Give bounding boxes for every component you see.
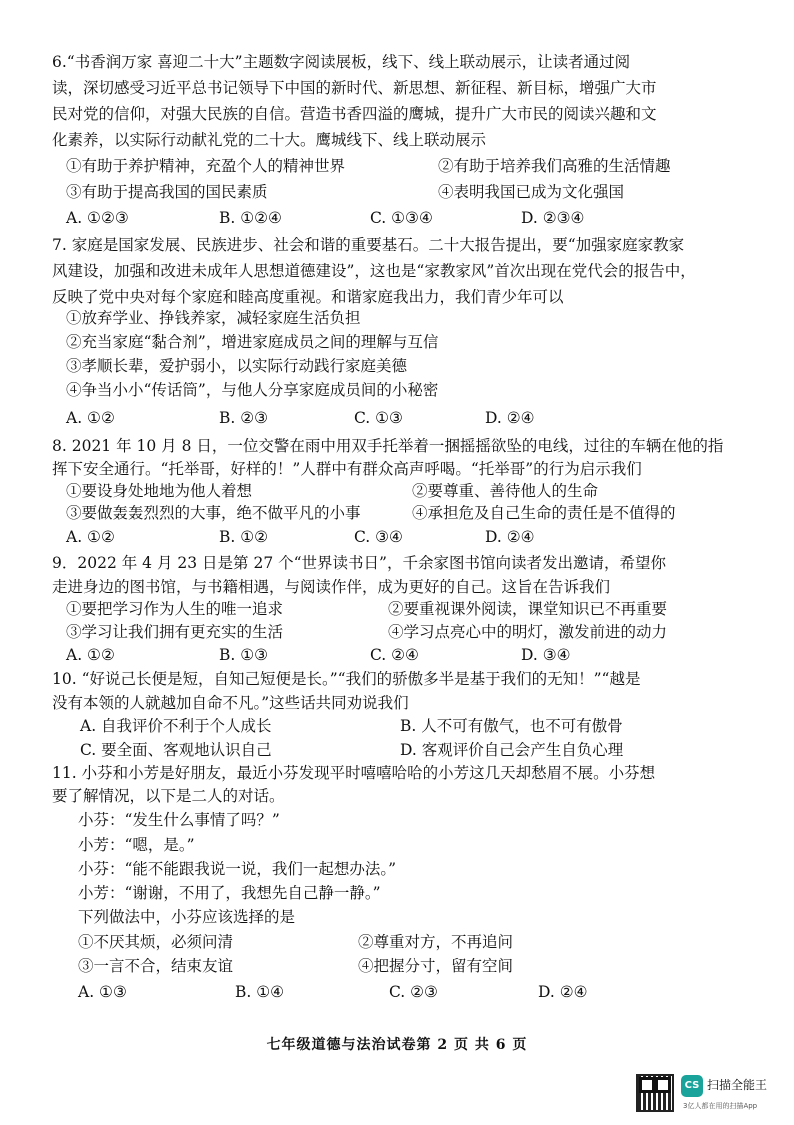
q6-stem-line-1: 6.“书香润万家 喜迎二十大”主题数字阅读展板，线下、线上联动展示，让读者通过阅 <box>52 53 631 71</box>
q10-choice-c: C. 要全面、客观地认识自己 <box>80 741 272 759</box>
q9-item-2: ②要重视课外阅读，课堂知识已不再重要 <box>388 600 668 618</box>
q7-stem-line-2: 风建设，加强和改进未成年人思想道德建设”，这也是“家教家风”首次出现在党代会的报告中， <box>52 262 696 280</box>
q8-choice-b: B. ①② <box>219 528 269 546</box>
q8-item-1: ①要设身处地地为他人着想 <box>66 482 253 500</box>
q9-stem-line-1: 9．2022 年 4 月 23 日是第 27 个“世界读书日”，千余家图书馆向读者发出邀请，希望你 <box>52 554 666 572</box>
q11-item-4: ④把握分寸，留有空间 <box>358 957 514 975</box>
q8-choice-a: A. ①② <box>66 528 115 546</box>
q10-stem-line-2: 没有本领的人就越加自命不凡。”这些话共同劝说我们 <box>52 694 409 712</box>
q11-prompt: 下列做法中，小芬应该选择的是 <box>78 908 296 926</box>
q11-choice-b: B. ①④ <box>235 983 285 1001</box>
q7-item-3: ③孝顺长辈，爱护弱小，以实际行动践行家庭美德 <box>66 357 408 375</box>
q11-choice-a: A. ①③ <box>78 983 127 1001</box>
q7-choice-b: B. ②③ <box>219 409 269 427</box>
q9-choice-c: C. ②④ <box>370 646 419 664</box>
q10-choice-a: A. 自我评价不利于个人成长 <box>80 717 272 735</box>
q10-stem-line-1: 10. “好说己长便是短，自知己短便是长。”“我们的骄傲多半是基于我们的无知！”“越是 <box>52 670 641 688</box>
q9-item-4: ④学习点亮心中的明灯，激发前进的动力 <box>388 623 668 641</box>
q11-dialogue-4: 小芳：“谢谢，不用了，我想先自己静一静。” <box>78 884 381 902</box>
q6-stem-line-3: 民对党的信仰，对强大民族的自信。营造书香四溢的鹰城，提升广大市民的阅读兴趣和文 <box>52 105 657 123</box>
q11-item-1: ①不厌其烦，必须问清 <box>78 933 234 951</box>
q7-item-1: ①放弃学业、挣钱养家，减轻家庭生活负担 <box>66 309 361 327</box>
q9-choice-d: D. ③④ <box>521 646 571 664</box>
q7-choice-a: A. ①② <box>66 409 115 427</box>
q9-item-1: ①要把学习作为人生的唯一追求 <box>66 600 284 618</box>
q11-stem-line-2: 要了解情况，以下是二人的对话。 <box>52 787 285 805</box>
q6-stem-line-2: 读，深切感受习近平总书记领导下中国的新时代、新思想、新征程、新目标，增强广大市 <box>52 79 657 97</box>
scanner-subtitle: 3亿人都在用的扫描App <box>683 1102 758 1110</box>
q7-stem-line-1: 7. 家庭是国家发展、民族进步、社会和谐的重要基石。二十大报告提出，要“加强家庭家教家 <box>52 236 685 254</box>
q8-stem-line-1: 8. 2021 年 10 月 8 日，一位交警在雨中用双手托举着一捆摇摇欲坠的电线，过往的车辆在他的指 <box>52 437 724 455</box>
q8-item-2: ②要尊重、善待他人的生命 <box>412 482 599 500</box>
scanner-title: 扫描全能王 <box>707 1078 768 1092</box>
q11-stem-line-1: 11. 小芬和小芳是好朋友，最近小芬发现平时嘻嘻哈哈的小芳这几天却愁眉不展。小芬想 <box>52 764 656 782</box>
q6-choice-d: D. ②③④ <box>521 209 585 227</box>
q6-item-2: ②有助于培养我们高雅的生活情趣 <box>438 157 671 175</box>
q6-stem-line-4: 化素养，以实际行动献礼党的二十大。鹰城线下、线上联动展示 <box>52 131 487 149</box>
q6-choice-c: C. ①③④ <box>370 209 433 227</box>
q7-item-2: ②充当家庭“黏合剂”，增进家庭成员之间的理解与互信 <box>66 333 439 351</box>
q11-item-2: ②尊重对方，不再追问 <box>358 933 514 951</box>
q9-choice-b: B. ①③ <box>219 646 269 664</box>
q6-choice-b: B. ①②④ <box>219 209 282 227</box>
q11-dialogue-3: 小芬：“能不能跟我说一说，我们一起想办法。” <box>78 860 397 878</box>
q11-item-3: ③一言不合，结束友谊 <box>78 957 234 975</box>
q8-item-3: ③要做轰轰烈烈的大事，绝不做平凡的小事 <box>66 504 361 522</box>
q10-choice-d: D. 客观评价自己会产生自负心理 <box>400 741 624 759</box>
q7-item-4: ④争当小小“传话筒”，与他人分享家庭成员间的小秘密 <box>66 381 439 399</box>
q9-item-3: ③学习让我们拥有更充实的生活 <box>66 623 284 641</box>
qr-code-icon <box>636 1074 674 1112</box>
q6-item-4: ④表明我国已成为文化强国 <box>438 183 625 201</box>
q6-choice-a: A. ①②③ <box>66 209 129 227</box>
q10-choice-b: B. 人不可有傲气，也不可有傲骨 <box>400 717 623 735</box>
q8-item-4: ④承担危及自己生命的责任是不值得的 <box>412 504 676 522</box>
q11-dialogue-1: 小芬：“发生什么事情了吗？” <box>78 811 280 829</box>
q11-dialogue-2: 小芳：“嗯，是。” <box>78 836 195 854</box>
q9-choice-a: A. ①② <box>66 646 115 664</box>
q8-choice-c: C. ③④ <box>354 528 403 546</box>
camscanner-logo-icon: CS <box>681 1075 703 1097</box>
q11-choice-c: C. ②③ <box>389 983 438 1001</box>
q7-choice-d: D. ②④ <box>485 409 535 427</box>
q9-stem-line-2: 走进身边的图书馆，与书籍相遇，与阅读作伴，成为更好的自己。这旨在告诉我们 <box>52 578 611 596</box>
q7-choice-c: C. ①③ <box>354 409 403 427</box>
q8-choice-d: D. ②④ <box>485 528 535 546</box>
q8-stem-line-2: 挥下安全通行。“托举哥，好样的！”人群中有群众高声呼喝。“托举哥”的行为启示我们 <box>52 460 642 478</box>
q7-stem-line-3: 反映了党中央对每个家庭和睦高度重视。和谐家庭我出力，我们青少年可以 <box>52 288 564 306</box>
page-footer: 七年级道德与法治试卷第 2 页 共 6 页 <box>266 1037 528 1053</box>
q6-item-3: ③有助于提高我国的国民素质 <box>66 183 268 201</box>
q6-item-1: ①有助于养护精神，充盈个人的精神世界 <box>66 157 346 175</box>
q11-choice-d: D. ②④ <box>538 983 588 1001</box>
